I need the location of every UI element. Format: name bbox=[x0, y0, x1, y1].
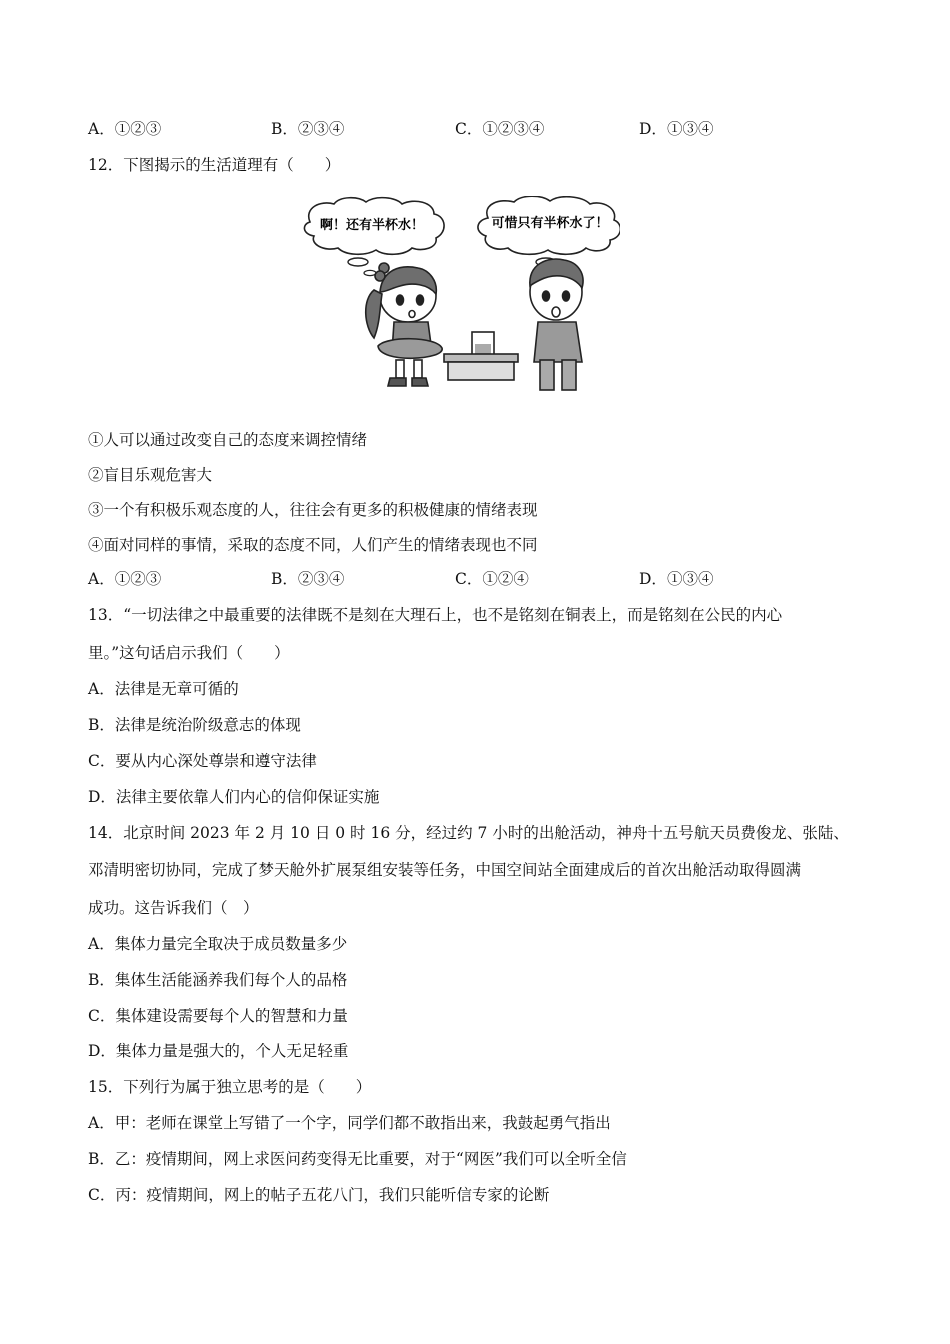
q13-stem-line-2: 里。”这句话启示我们（ ） bbox=[88, 644, 290, 662]
q12-statement-4: ④面对同样的事情，采取的态度不同，人们产生的情绪表现也不同 bbox=[88, 536, 538, 554]
q13-option-a: A．法律是无章可循的 bbox=[88, 680, 239, 698]
q14-option-d: D．集体力量是强大的，个人无足轻重 bbox=[88, 1042, 349, 1060]
q15-stem: 15．下列行为属于独立思考的是（ ） bbox=[88, 1078, 372, 1096]
girl-thought-bubble bbox=[304, 198, 444, 276]
q11-option-b: B．②③④ bbox=[271, 120, 345, 138]
q11-option-a: A．①②③ bbox=[88, 120, 162, 138]
q14-stem-line-2: 邓清明密切协同，完成了梦天舱外扩展泵组安装等任务，中国空间站全面建成后的首次出舱活动取得圆满 bbox=[88, 861, 802, 879]
q15-option-b: B．乙：疫情期间，网上求医问药变得无比重要，对于“网医”我们可以全听全信 bbox=[88, 1150, 627, 1168]
girl-bubble-text: 啊！还有半杯水！ bbox=[319, 218, 425, 233]
q13-option-b: B．法律是统治阶级意志的体现 bbox=[88, 716, 301, 734]
q13-stem-line-1: 13．“一切法律之中最重要的法律既不是刻在大理石上，也不是铭刻在铜表上，而是铭刻在公民的内心 bbox=[88, 606, 783, 624]
q12-statement-1: ①人可以通过改变自己的态度来调控情绪 bbox=[88, 431, 368, 449]
q15-option-c: C．丙：疫情期间，网上的帖子五花八门，我们只能听信专家的论断 bbox=[88, 1186, 550, 1204]
q12-cartoon bbox=[300, 196, 620, 398]
q13-option-c: C．要从内心深处尊崇和遵守法律 bbox=[88, 752, 317, 770]
q12-statement-3: ③一个有积极乐观态度的人，往往会有更多的积极健康的情绪表现 bbox=[88, 501, 538, 519]
q14-stem-line-3: 成功。这告诉我们（ ） bbox=[88, 899, 259, 917]
q14-option-a: A．集体力量完全取决于成员数量多少 bbox=[88, 935, 348, 953]
q15-option-a: A．甲：老师在课堂上写错了一个字，同学们都不敢指出来，我鼓起勇气指出 bbox=[88, 1114, 611, 1132]
q11-option-d: D．①③④ bbox=[639, 120, 714, 138]
q12-option-b: B．②③④ bbox=[271, 570, 345, 588]
q12-option-d: D．①③④ bbox=[639, 570, 714, 588]
q14-stem-line-1: 14．北京时间 2023 年 2 月 10 日 0 时 16 分，经过约 7 小时的出舱活动，神舟十五号航天员费俊龙、张陆、 bbox=[88, 824, 849, 842]
q12-statement-2: ②盲目乐观危害大 bbox=[88, 466, 213, 484]
q12-option-c: C．①②④ bbox=[455, 570, 529, 588]
boy-figure bbox=[530, 259, 583, 390]
q14-option-c: C．集体建设需要每个人的智慧和力量 bbox=[88, 1007, 348, 1025]
q13-option-d: D．法律主要依靠人们内心的信仰保证实施 bbox=[88, 788, 380, 806]
q11-option-c: C．①②③④ bbox=[455, 120, 545, 138]
q12-option-a: A．①②③ bbox=[88, 570, 162, 588]
girl-figure bbox=[366, 263, 442, 386]
q14-option-b: B．集体生活能涵养我们每个人的品格 bbox=[88, 971, 348, 989]
q12-stem: 12．下图揭示的生活道理有（ ） bbox=[88, 156, 341, 174]
table-with-cup bbox=[444, 332, 518, 380]
boy-bubble-text: 可惜只有半杯水了！ bbox=[491, 216, 609, 231]
